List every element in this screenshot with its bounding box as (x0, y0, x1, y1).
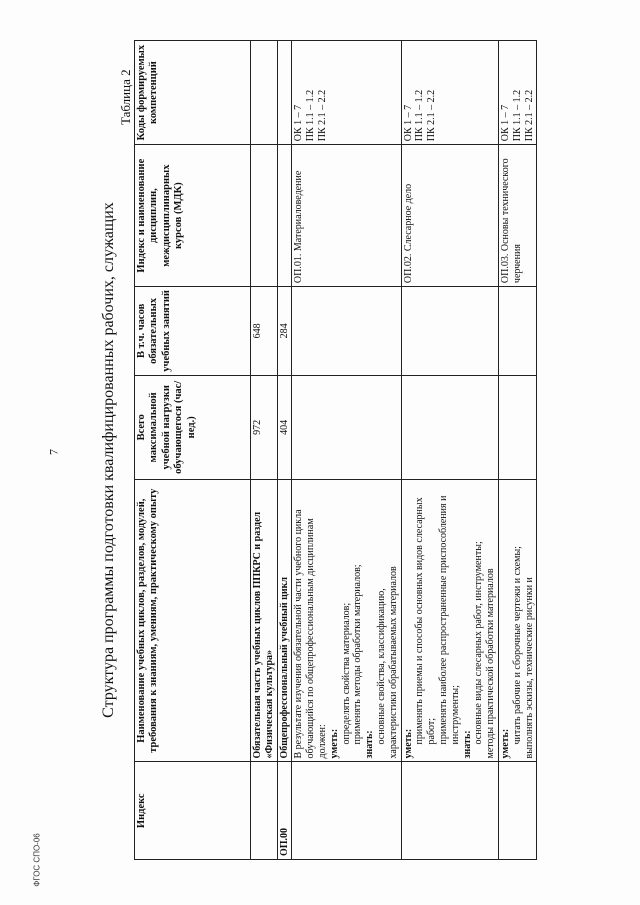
table-label: Таблица 2 (118, 69, 133, 125)
code-item: ПК 2.1 – 2.2 (523, 89, 535, 142)
znat-label: знать: (461, 730, 473, 759)
page-number: 7 (46, 449, 61, 455)
op01-course: ОП.01. Материаловедение (292, 145, 401, 287)
code-item: ПК 2.1 – 2.2 (426, 89, 438, 142)
table-row (251, 41, 278, 860)
obligatory-total: 972 (251, 375, 278, 479)
obligatory-mandatory: 648 (251, 287, 278, 376)
page-title: Структура программы подготовки квалифицированных рабочих, служащих (100, 202, 117, 718)
op00-total: 404 (277, 375, 292, 479)
op02-requirements (401, 479, 498, 762)
op03-requirements (498, 479, 536, 762)
code-item: ОК 1 – 7 (499, 104, 511, 142)
header-index: Индекс (135, 762, 251, 860)
skill-item: определять свойства материалов; (340, 602, 352, 745)
op00-index: ОП.00 (277, 762, 292, 860)
op02-codes (401, 41, 498, 145)
code-item: ПК 1.1 – 1.2 (305, 89, 317, 142)
header-course: Индекс и наименование дисциплин, междисциплинарных курсов (МДК) (135, 145, 251, 287)
znat-label: знать: (364, 730, 376, 759)
skill-item: читать рабочие и сборочные чертежи и схемы; (511, 546, 523, 745)
table-header-row (135, 41, 251, 860)
intro-text: В результате изучения обязательной части учебного цикла обучающийся по общепрофессиональным дисциплинам должен: (293, 509, 328, 759)
op01-codes (292, 41, 401, 145)
code-item: ПК 2.1 – 2.2 (316, 89, 328, 142)
op00-name: Общепрофессиональный учебный цикл (277, 479, 292, 762)
umet-label: уметь: (402, 728, 414, 759)
structure-table (134, 40, 537, 860)
op02-course: ОП.02. Слесарное дело (401, 145, 498, 287)
op03-course: ОП.03. Основы технического черчения (498, 145, 536, 287)
umet-label: уметь: (328, 728, 340, 759)
header-codes: Коды формируемых компетенций (135, 41, 251, 145)
header-total: Всего максимальной учебной нагрузки обучающегося (час/нед.) (135, 375, 251, 479)
knowledge-item: основные виды слесарных работ, инструменты; (473, 541, 485, 745)
table-row (498, 41, 536, 860)
header-name: Наименование учебных циклов, разделов, модулей, требования к знаниям, умениям, практическому опыту (135, 479, 251, 762)
table-row (277, 41, 292, 860)
skill-item: выполнять эскизы, технические рисунки и (523, 577, 535, 759)
skill-item: применять наиболее распространенные приспособления и инструменты; (437, 495, 461, 745)
op01-requirements (292, 479, 401, 762)
obligatory-part-name: Обязательная часть учебных циклов ППКРС и раздел «Физическая культура» (251, 479, 278, 762)
skill-item: применять приемы и способы основных видов слесарных работ; (414, 497, 438, 745)
knowledge-item: характеристики обрабатываемых материалов (387, 566, 399, 759)
code-item: ОК 1 – 7 (293, 104, 305, 142)
table-row (401, 41, 498, 860)
code-item: ПК 1.1 – 1.2 (511, 89, 523, 142)
header-mandatory: В т.ч. часов обязательных учебных занятий (135, 287, 251, 376)
code-item: ОК 1 – 7 (402, 104, 414, 142)
footer-stamp: ФГОС СПО-06 (32, 833, 42, 887)
umet-label: уметь: (499, 728, 511, 759)
code-item: ПК 1.1 – 1.2 (414, 89, 426, 142)
op03-codes (498, 41, 536, 145)
knowledge-item: методы практической обработки материалов (485, 568, 497, 759)
table-row (292, 41, 401, 860)
knowledge-item: основные свойства, классификацию, (375, 588, 387, 745)
skill-item: применять методы обработки материалов; (352, 564, 364, 745)
op00-mandatory: 284 (277, 287, 292, 376)
